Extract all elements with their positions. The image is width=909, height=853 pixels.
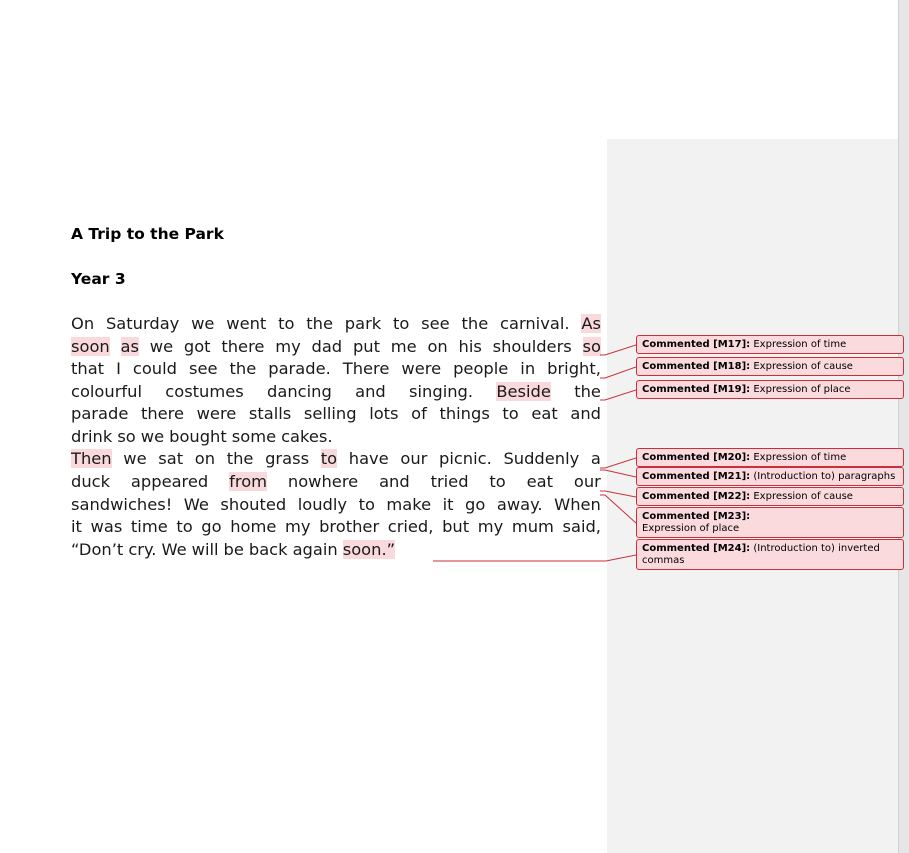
word: away. [496,495,543,514]
word: and [570,404,601,423]
word: and [355,382,386,401]
word: said, [562,517,601,536]
commented-word: Beside [496,382,551,401]
paragraph-line [71,449,601,471]
comment-id: Commented [M24]: [642,543,751,554]
page-edge [898,0,909,853]
word: to [278,314,295,333]
word: park [344,314,382,333]
word: picnic. [439,449,492,468]
word: parade. [268,359,331,378]
comment-id: Commented [M18]: [642,361,751,372]
word: me [390,337,417,356]
word: cakes. [281,427,333,446]
comment-id: Commented [M19]: [642,384,751,395]
word: On [71,314,95,333]
commented-word: so [582,337,601,356]
word: dad [311,337,343,356]
word: it [71,517,82,536]
word: the [574,382,601,401]
word: my [477,517,504,536]
comment-id: Commented [M22]: [642,491,751,502]
word: sat [158,449,184,468]
comment-text: Expression of time [753,452,847,463]
word: nowhere [287,472,359,491]
paragraph-line [71,427,601,449]
word: the [306,314,333,333]
word: on [427,337,448,356]
word: see [188,359,218,378]
paragraph-line [71,359,601,381]
word: could [132,359,177,378]
word: my [275,337,301,356]
word: back [248,540,288,559]
word: cried, [387,517,434,536]
word: be [223,540,244,559]
word: went [226,314,267,333]
document-subtitle: Year 3 [71,270,126,288]
word: in [520,359,536,378]
comment-balloon[interactable] [636,335,904,354]
commented-word: to [320,449,338,468]
word: things [439,404,490,423]
word: time [130,517,168,536]
comment-balloon[interactable] [636,487,904,506]
comment-id: Commented [M23]: [642,511,751,522]
word: eat [531,404,558,423]
paragraph-line [71,517,601,539]
word: my [284,517,311,536]
word: were [196,404,237,423]
word: and [379,472,410,491]
word: bright, [547,359,601,378]
word: There [342,359,390,378]
comment-text: (Introduction to) inverted commas [642,543,880,566]
word: “Don’t [71,540,124,559]
word: lots [369,404,399,423]
comment-balloon[interactable] [636,448,904,467]
comment-balloon[interactable] [636,467,904,486]
word: there [221,337,265,356]
comment-text: Expression of place [753,384,851,395]
commented-word: As [581,314,601,333]
word: selling [303,404,357,423]
word: appeared [130,472,209,491]
word: to [358,495,375,514]
word: have [348,449,389,468]
comment-text: (Introduction to) paragraphs [753,471,896,482]
word: bought [169,427,227,446]
word: parade [71,404,129,423]
commented-word: as [120,337,139,356]
word: When [554,495,601,514]
word: eat [526,472,554,491]
word: mum [511,517,554,536]
word: the [229,359,257,378]
word: shouted [220,495,287,514]
word: to [502,404,519,423]
word: on [194,449,216,468]
word: We [183,495,209,514]
word: some [231,427,277,446]
paragraph-line [71,337,601,359]
commented-word: Then [71,449,112,468]
word: cry. [128,540,157,559]
word: again [292,540,338,559]
word: Saturday [105,314,180,333]
word: were [401,359,442,378]
word: dancing [267,382,332,401]
word: of [411,404,427,423]
word: was [90,517,123,536]
word: stalls [248,404,292,423]
comment-balloon[interactable] [636,539,904,570]
word: carnival. [500,314,570,333]
word: duck [71,472,111,491]
comment-balloon[interactable] [636,507,904,538]
word: sandwiches! [71,495,173,514]
word: our [573,472,601,491]
word: put [352,337,380,356]
word: the [226,449,254,468]
comment-id: Commented [M17]: [642,339,751,350]
word: home [230,517,277,536]
comment-text: Expression of cause [753,491,853,502]
word: so [117,427,136,446]
word: got [183,337,211,356]
word: the [461,314,489,333]
word: tried [430,472,469,491]
word: go [201,517,222,536]
comment-balloon[interactable] [636,380,904,399]
word: colourful [71,382,142,401]
word: to [176,517,193,536]
word: to [393,314,410,333]
comment-text: Expression of cause [753,361,853,372]
paragraph-line [71,495,601,517]
word: I [116,359,121,378]
comment-text: Expression of place [642,523,740,534]
commented-word: from [229,472,268,491]
comment-id: Commented [M20]: [642,452,751,463]
word: Suddenly [503,449,580,468]
word: to [489,472,506,491]
paragraph-line [71,382,601,404]
word: go [465,495,486,514]
word: loudly [297,495,348,514]
word: make [386,495,432,514]
word: it [442,495,454,514]
word: but [442,517,470,536]
word: his [458,337,482,356]
paragraph-line [71,404,601,426]
word: there [140,404,185,423]
comment-text: Expression of time [753,339,847,350]
paragraph-line [71,472,601,494]
word: we [149,337,174,356]
word: singing. [409,382,474,401]
word: We [161,540,187,559]
word: shoulders [492,337,572,356]
commented-word: soon.” [342,540,396,559]
word: grass [265,449,310,468]
comment-balloon[interactable] [636,357,904,376]
word: will [191,540,219,559]
word: we [123,449,147,468]
document-title: A Trip to the Park [71,225,224,243]
word: a [590,449,601,468]
comment-id: Commented [M21]: [642,471,751,482]
word: that [71,359,105,378]
word: brother [319,517,380,536]
commented-word: soon [71,337,110,356]
word: people [453,359,509,378]
paragraph-line [71,540,601,562]
word: we [140,427,165,446]
word: drink [71,427,113,446]
word: our [400,449,428,468]
word: costumes [165,382,244,401]
word: see [421,314,450,333]
word: we [191,314,215,333]
paragraph-line [71,314,601,336]
